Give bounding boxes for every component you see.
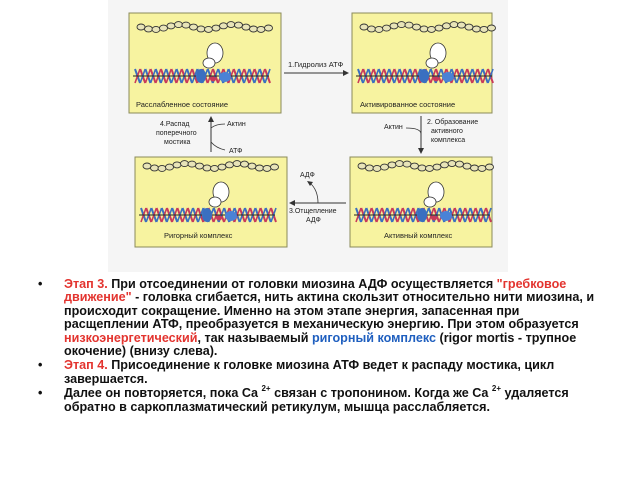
binding-site bbox=[417, 208, 427, 222]
binding-site bbox=[431, 216, 437, 221]
actin-bead bbox=[420, 26, 428, 32]
actin-bead bbox=[160, 25, 168, 31]
actin-bead bbox=[443, 23, 451, 29]
actin-bead bbox=[188, 161, 196, 167]
stage-4-heading: Этап 4. bbox=[64, 358, 108, 373]
bullet: • bbox=[38, 358, 43, 373]
actin-bead bbox=[220, 23, 228, 29]
actin-bead bbox=[205, 26, 213, 32]
paragraph-stage-3 bbox=[38, 278, 598, 358]
actin-bead bbox=[167, 23, 175, 29]
paragraph-stage-4 bbox=[38, 359, 598, 386]
actin-bead bbox=[383, 25, 391, 31]
stage-3-text-a: При отсоединении от головки миозина АДФ осуществляется bbox=[107, 277, 497, 291]
actin-bead bbox=[486, 164, 494, 170]
panel-active-complex-label: Активный комплекс bbox=[384, 231, 453, 240]
actin-bead bbox=[403, 161, 411, 167]
actin-bead bbox=[435, 25, 443, 31]
low-energy-term: низкоэнергетический bbox=[64, 330, 198, 345]
stage-3-text-c: , так называемый bbox=[197, 330, 312, 345]
panel-rigor-label: Ригорный комплекс bbox=[164, 231, 233, 240]
actin-bead bbox=[226, 162, 234, 168]
paragraph-calcium bbox=[38, 384, 598, 414]
stage-3-text-b: - головка сгибается, нить актина скользит относительно нити миозина, и происходит сокращение. Именно на этом этапе энергия, запасенная при расщеплении АТФ, преобразуется в механическую энергию. При этом образуется bbox=[64, 290, 595, 332]
actin-bead bbox=[265, 25, 273, 31]
actin-bead bbox=[248, 163, 256, 169]
actin-bead bbox=[418, 165, 426, 171]
actin-bead bbox=[426, 165, 434, 171]
calcium-text-c: удаляется обратно в саркоплазматический ретикулум, мышца расслабляется. bbox=[64, 386, 569, 414]
stage-3-text-d: (rigor mortis - трупное окочени​е) (внизу слева). bbox=[64, 330, 577, 359]
actin-bead bbox=[203, 165, 211, 171]
actin-bead bbox=[381, 164, 389, 170]
actin-bead bbox=[488, 25, 496, 31]
actin-bead bbox=[263, 165, 271, 171]
panel-active-complex bbox=[350, 157, 494, 247]
actin-bead bbox=[390, 23, 398, 29]
actin-bead bbox=[197, 26, 205, 32]
explanation-text bbox=[38, 278, 598, 415]
calcium-text-a: Далее он повторяется, пока Ca bbox=[64, 386, 262, 401]
binding-site bbox=[196, 69, 206, 83]
step2-line3: комплекса bbox=[431, 137, 466, 144]
actin-bead bbox=[218, 164, 226, 170]
actin-bead bbox=[396, 161, 404, 167]
binding-site bbox=[216, 216, 222, 221]
actin-bead bbox=[250, 26, 258, 32]
bullet: • bbox=[38, 277, 43, 291]
actin-bead bbox=[271, 164, 279, 170]
actin-bead bbox=[241, 161, 249, 167]
actin-bead bbox=[465, 24, 473, 30]
panel-activated bbox=[352, 13, 496, 113]
actin-bead bbox=[151, 165, 159, 171]
panel-relaxed bbox=[129, 13, 281, 113]
step3-line2: АДФ bbox=[306, 217, 321, 224]
actin-bead bbox=[358, 163, 366, 169]
actin-bead bbox=[196, 163, 204, 169]
binding-site bbox=[440, 211, 452, 221]
actin-bead bbox=[375, 26, 383, 32]
actin-bead bbox=[166, 164, 174, 170]
calcium-text-b: связан с тропонином. Когда же Ca bbox=[270, 386, 492, 401]
step3-line1: 3.Отщепление bbox=[289, 208, 337, 215]
step2-line2: активного bbox=[431, 128, 463, 135]
actin-bead bbox=[478, 165, 486, 171]
actin-bead bbox=[456, 161, 464, 167]
actin-bead bbox=[458, 22, 466, 28]
panel-relaxed-label: Расслабленное состояние bbox=[136, 100, 229, 109]
binding-site bbox=[219, 72, 231, 82]
binding-site bbox=[419, 69, 429, 83]
actin-bead bbox=[428, 26, 436, 32]
actin-bead bbox=[441, 162, 449, 168]
actin-bead bbox=[366, 165, 374, 171]
actin-bead bbox=[242, 24, 250, 30]
step4-line2: поперечного bbox=[156, 130, 197, 137]
actin-bead bbox=[256, 165, 264, 171]
step2-actin-label: Актин bbox=[384, 124, 403, 131]
actin-bead bbox=[480, 26, 488, 32]
actin-bead bbox=[473, 26, 481, 32]
step2-line1: 2. Образование bbox=[427, 119, 479, 126]
panel-rigor bbox=[135, 157, 287, 247]
actin-bead bbox=[413, 24, 421, 30]
actin-bead bbox=[411, 163, 419, 169]
step4-line3: мостика bbox=[164, 139, 191, 146]
actin-bead bbox=[152, 26, 160, 32]
actin-bead bbox=[137, 24, 145, 30]
actin-bead bbox=[257, 26, 265, 32]
actin-bead bbox=[433, 164, 441, 170]
binding-site bbox=[210, 77, 216, 82]
actin-bead bbox=[360, 24, 368, 30]
rigor-complex-term: ригорный комплекс bbox=[311, 330, 437, 345]
myosin-neck bbox=[424, 197, 436, 207]
binding-site bbox=[442, 72, 454, 82]
actin-bead bbox=[175, 22, 183, 28]
actin-bead bbox=[450, 22, 458, 28]
actin-bead bbox=[235, 22, 243, 28]
actin-bead bbox=[471, 165, 479, 171]
step4-atp-label: АТФ bbox=[229, 148, 243, 155]
binding-site bbox=[433, 77, 439, 82]
actin-bead bbox=[173, 162, 181, 168]
actin-bead bbox=[448, 161, 456, 167]
step4-actin-label: Актин bbox=[227, 121, 246, 128]
step4-line1: 4.Распад bbox=[160, 121, 190, 128]
binding-site bbox=[225, 211, 237, 221]
actin-bead bbox=[143, 163, 151, 169]
actin-bead bbox=[373, 165, 381, 171]
cross-bridge-cycle-figure bbox=[108, 0, 508, 272]
panel-activated-label: Активированное состояние bbox=[360, 100, 456, 109]
actin-bead bbox=[227, 22, 235, 28]
stage-3-heading: Этап 3. bbox=[64, 277, 108, 291]
step3-adp-label: АДФ bbox=[300, 172, 315, 179]
actin-bead bbox=[190, 24, 198, 30]
actin-bead bbox=[463, 163, 471, 169]
cross-bridge-diagram bbox=[108, 0, 508, 272]
binding-site bbox=[202, 208, 212, 222]
actin-bead bbox=[158, 165, 166, 171]
actin-bead bbox=[405, 22, 413, 28]
actin-bead bbox=[398, 22, 406, 28]
rowing-motion-term: "гребковое движение" bbox=[64, 277, 567, 305]
stage-4-text: Присоединение к головке миозина АТФ ведет к распаду мостика, цикл завершается. bbox=[64, 358, 555, 386]
step1-label: 1.Гидролиз АТФ bbox=[288, 60, 344, 69]
actin-bead bbox=[181, 161, 189, 167]
actin-bead bbox=[145, 26, 153, 32]
myosin-neck bbox=[426, 58, 438, 68]
actin-bead bbox=[368, 26, 376, 32]
myosin-neck bbox=[203, 58, 215, 68]
actin-bead bbox=[211, 165, 219, 171]
actin-bead bbox=[233, 161, 241, 167]
actin-bead bbox=[212, 25, 220, 31]
bullet: • bbox=[38, 386, 43, 401]
calcium-charge-2: 2+ bbox=[491, 384, 502, 394]
actin-bead bbox=[182, 22, 190, 28]
calcium-charge-1: 2+ bbox=[261, 384, 271, 394]
myosin-neck bbox=[209, 197, 221, 207]
actin-bead bbox=[388, 162, 396, 168]
